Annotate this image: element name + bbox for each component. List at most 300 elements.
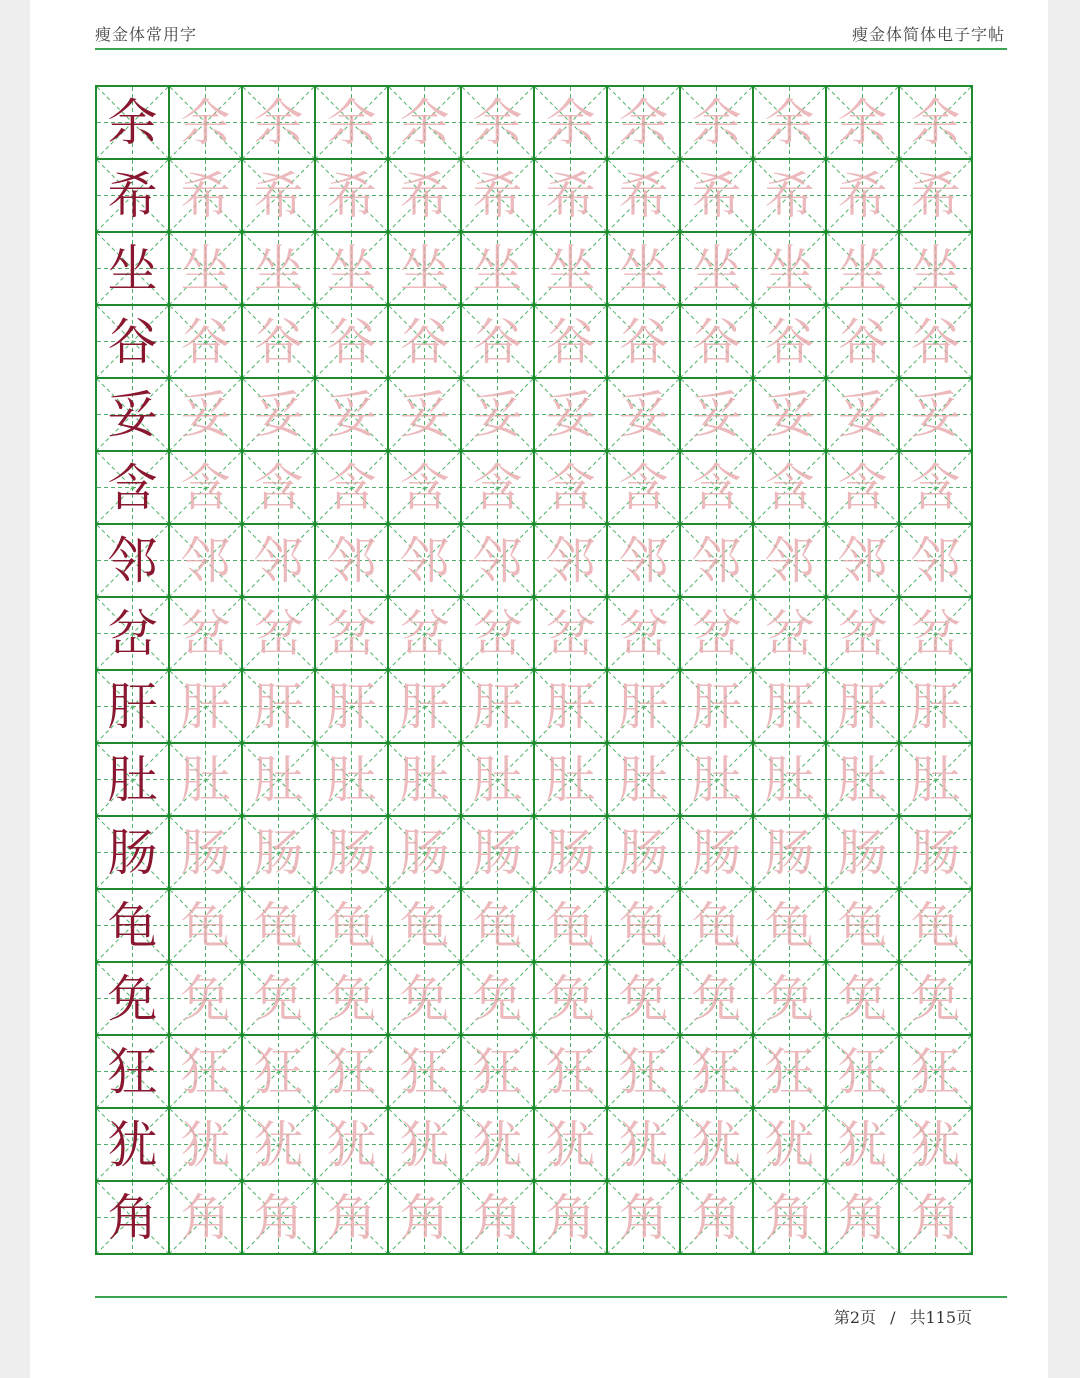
trace-cell: [168, 888, 241, 961]
mi-grid-guide: [608, 1182, 679, 1253]
trace-character: 余: [837, 93, 888, 152]
mi-grid-guide: [900, 1036, 971, 1107]
mi-grid-guide: [316, 525, 387, 596]
trace-cell: [752, 742, 825, 815]
mi-grid-guide: [97, 817, 168, 888]
model-character: 角: [107, 1188, 158, 1247]
trace-cell: [679, 231, 752, 304]
trace-cell: [387, 158, 460, 231]
trace-cell: [898, 304, 971, 377]
trace-cell: [168, 961, 241, 1034]
mi-grid-guide: [535, 233, 606, 304]
trace-cell: [460, 85, 533, 158]
trace-character: 免: [326, 969, 377, 1028]
trace-character: 邻: [837, 531, 888, 590]
trace-cell: [825, 450, 898, 523]
trace-cell: [387, 1107, 460, 1180]
mi-grid-guide: [827, 1036, 898, 1107]
trace-character: 妥: [764, 385, 815, 444]
trace-cell: [825, 596, 898, 669]
mi-grid-guide: [535, 1182, 606, 1253]
mi-grid-guide: [170, 160, 241, 231]
trace-character: 肚: [326, 750, 377, 809]
trace-character: 余: [910, 93, 961, 152]
trace-character: 邻: [399, 531, 450, 590]
trace-character: 角: [764, 1188, 815, 1247]
trace-cell: [825, 888, 898, 961]
mi-grid-guide: [462, 1182, 533, 1253]
trace-cell: [314, 1034, 387, 1107]
trace-character: 免: [691, 969, 742, 1028]
trace-character: 余: [691, 93, 742, 152]
trace-character: 角: [837, 1188, 888, 1247]
model-character: 妥: [107, 385, 158, 444]
mi-grid-guide: [170, 233, 241, 304]
trace-character: 余: [472, 93, 523, 152]
trace-cell: [314, 377, 387, 450]
model-character: 狂: [107, 1042, 158, 1101]
mi-grid-guide: [608, 525, 679, 596]
trace-character: 含: [764, 458, 815, 517]
mi-grid-guide: [827, 452, 898, 523]
mi-grid-guide: [170, 452, 241, 523]
trace-cell: [898, 1180, 971, 1253]
mi-grid-guide: [389, 598, 460, 669]
trace-cell: [387, 1034, 460, 1107]
mi-grid-guide: [170, 671, 241, 742]
trace-character: 邻: [764, 531, 815, 590]
model-character: 肠: [107, 823, 158, 882]
trace-character: 含: [618, 458, 669, 517]
trace-character: 妥: [545, 385, 596, 444]
mi-grid-guide: [535, 744, 606, 815]
mi-grid-guide: [97, 1036, 168, 1107]
trace-cell: [314, 450, 387, 523]
trace-cell: [679, 888, 752, 961]
mi-grid-guide: [754, 1036, 825, 1107]
model-character: 谷: [107, 312, 158, 371]
trace-character: 肝: [618, 677, 669, 736]
model-cell: [95, 1180, 168, 1253]
trace-cell: [825, 377, 898, 450]
trace-character: 免: [180, 969, 231, 1028]
mi-grid-guide: [316, 1109, 387, 1180]
mi-grid-guide: [900, 379, 971, 450]
trace-character: 狂: [691, 1042, 742, 1101]
trace-cell: [241, 961, 314, 1034]
mi-grid-guide: [535, 1036, 606, 1107]
trace-cell: [387, 231, 460, 304]
trace-character: 肝: [326, 677, 377, 736]
mi-grid-guide: [681, 1109, 752, 1180]
mi-grid-guide: [97, 744, 168, 815]
trace-cell: [168, 596, 241, 669]
mi-grid-guide: [754, 306, 825, 377]
mi-grid-guide: [170, 890, 241, 961]
model-character: 犹: [107, 1115, 158, 1174]
trace-character: 角: [691, 1188, 742, 1247]
model-character: 龟: [107, 896, 158, 955]
trace-character: 余: [253, 93, 304, 152]
mi-grid-guide: [827, 890, 898, 961]
trace-cell: [533, 888, 606, 961]
mi-grid-guide: [754, 1109, 825, 1180]
trace-cell: [533, 815, 606, 888]
mi-grid-guide: [535, 379, 606, 450]
mi-grid-guide: [170, 963, 241, 1034]
trace-cell: [533, 1180, 606, 1253]
trace-cell: [606, 231, 679, 304]
mi-grid-guide: [608, 890, 679, 961]
trace-cell: [825, 815, 898, 888]
trace-cell: [606, 523, 679, 596]
trace-character: 角: [326, 1188, 377, 1247]
trace-character: 谷: [326, 312, 377, 371]
trace-cell: [460, 1107, 533, 1180]
mi-grid-guide: [827, 744, 898, 815]
mi-grid-guide: [827, 817, 898, 888]
mi-grid-guide: [316, 671, 387, 742]
trace-cell: [898, 85, 971, 158]
trace-cell: [387, 304, 460, 377]
mi-grid-guide: [316, 306, 387, 377]
mi-grid-guide: [900, 963, 971, 1034]
trace-cell: [533, 377, 606, 450]
trace-character: 希: [472, 166, 523, 225]
mi-grid-guide: [535, 1109, 606, 1180]
mi-grid-guide: [754, 671, 825, 742]
model-cell: [95, 669, 168, 742]
trace-cell: [314, 888, 387, 961]
trace-character: 谷: [691, 312, 742, 371]
trace-character: 肝: [910, 677, 961, 736]
trace-cell: [168, 377, 241, 450]
trace-character: 谷: [253, 312, 304, 371]
mi-grid-guide: [608, 379, 679, 450]
trace-cell: [898, 1034, 971, 1107]
trace-cell: [460, 961, 533, 1034]
trace-cell: [314, 742, 387, 815]
trace-character: 含: [545, 458, 596, 517]
mi-grid-guide: [243, 744, 314, 815]
model-character: 余: [107, 93, 158, 152]
trace-cell: [752, 1180, 825, 1253]
model-character: 坐: [107, 239, 158, 298]
trace-character: 犹: [910, 1115, 961, 1174]
mi-grid-guide: [170, 744, 241, 815]
mi-grid-guide: [462, 744, 533, 815]
trace-character: 犹: [764, 1115, 815, 1174]
trace-character: 含: [691, 458, 742, 517]
mi-grid-guide: [462, 379, 533, 450]
trace-cell: [679, 669, 752, 742]
trace-cell: [387, 888, 460, 961]
mi-grid-guide: [535, 306, 606, 377]
trace-cell: [387, 596, 460, 669]
trace-cell: [606, 888, 679, 961]
trace-cell: [168, 669, 241, 742]
mi-grid-guide: [535, 160, 606, 231]
model-cell: [95, 231, 168, 304]
trace-cell: [168, 1107, 241, 1180]
mi-grid-guide: [754, 598, 825, 669]
model-cell: [95, 450, 168, 523]
trace-character: 肝: [691, 677, 742, 736]
trace-cell: [898, 377, 971, 450]
trace-character: 坐: [545, 239, 596, 298]
mi-grid-guide: [316, 1036, 387, 1107]
trace-cell: [898, 596, 971, 669]
mi-grid-guide: [389, 452, 460, 523]
trace-cell: [898, 815, 971, 888]
trace-cell: [241, 815, 314, 888]
mi-grid-guide: [316, 452, 387, 523]
trace-cell: [460, 377, 533, 450]
trace-cell: [460, 669, 533, 742]
mi-grid-guide: [170, 87, 241, 158]
trace-character: 含: [910, 458, 961, 517]
trace-cell: [825, 158, 898, 231]
mi-grid-guide: [243, 1036, 314, 1107]
trace-cell: [679, 85, 752, 158]
model-cell: [95, 596, 168, 669]
trace-character: 肠: [253, 823, 304, 882]
trace-cell: [387, 450, 460, 523]
mi-grid-guide: [900, 671, 971, 742]
trace-character: 邻: [253, 531, 304, 590]
mi-grid-guide: [170, 1182, 241, 1253]
mi-grid-guide: [681, 160, 752, 231]
trace-character: 希: [326, 166, 377, 225]
trace-character: 龟: [253, 896, 304, 955]
trace-character: 犹: [180, 1115, 231, 1174]
trace-character: 妥: [910, 385, 961, 444]
mi-grid-guide: [535, 87, 606, 158]
trace-cell: [460, 596, 533, 669]
mi-grid-guide: [389, 1182, 460, 1253]
mi-grid-guide: [170, 525, 241, 596]
trace-cell: [460, 815, 533, 888]
trace-character: 犹: [472, 1115, 523, 1174]
trace-character: 妥: [253, 385, 304, 444]
trace-character: 龟: [326, 896, 377, 955]
trace-character: 狂: [910, 1042, 961, 1101]
mi-grid-guide: [97, 525, 168, 596]
trace-character: 龟: [691, 896, 742, 955]
trace-character: 坐: [764, 239, 815, 298]
mi-grid-guide: [462, 452, 533, 523]
trace-character: 邻: [472, 531, 523, 590]
trace-character: 岔: [618, 604, 669, 663]
trace-cell: [387, 815, 460, 888]
trace-cell: [752, 888, 825, 961]
header-left-title: 瘦金体常用字: [95, 25, 198, 44]
mi-grid-guide: [389, 525, 460, 596]
trace-cell: [314, 85, 387, 158]
mi-grid-guide: [389, 1109, 460, 1180]
trace-character: 希: [837, 166, 888, 225]
trace-cell: [752, 815, 825, 888]
mi-grid-guide: [827, 233, 898, 304]
trace-character: 含: [180, 458, 231, 517]
trace-character: 含: [399, 458, 450, 517]
model-cell: [95, 304, 168, 377]
trace-character: 肝: [472, 677, 523, 736]
trace-cell: [752, 377, 825, 450]
trace-cell: [825, 742, 898, 815]
trace-cell: [241, 304, 314, 377]
trace-cell: [241, 377, 314, 450]
trace-character: 免: [399, 969, 450, 1028]
trace-cell: [168, 815, 241, 888]
trace-character: 肠: [764, 823, 815, 882]
trace-cell: [387, 377, 460, 450]
trace-cell: [752, 450, 825, 523]
trace-cell: [606, 1180, 679, 1253]
mi-grid-guide: [389, 306, 460, 377]
trace-character: 肚: [910, 750, 961, 809]
mi-grid-guide: [170, 1109, 241, 1180]
trace-character: 邻: [618, 531, 669, 590]
trace-character: 肠: [691, 823, 742, 882]
mi-grid-guide: [316, 963, 387, 1034]
header-divider: [95, 48, 1007, 50]
trace-character: 坐: [910, 239, 961, 298]
trace-character: 肠: [618, 823, 669, 882]
trace-character: 肚: [545, 750, 596, 809]
mi-grid-guide: [97, 87, 168, 158]
mi-grid-guide: [243, 160, 314, 231]
mi-grid-guide: [462, 306, 533, 377]
trace-cell: [825, 961, 898, 1034]
trace-cell: [679, 158, 752, 231]
mi-grid-guide: [97, 379, 168, 450]
page-separator: /: [890, 1308, 896, 1327]
trace-character: 坐: [691, 239, 742, 298]
mi-grid-guide: [681, 452, 752, 523]
trace-character: 肠: [837, 823, 888, 882]
trace-character: 谷: [545, 312, 596, 371]
mi-grid-guide: [170, 598, 241, 669]
trace-cell: [606, 158, 679, 231]
mi-grid-guide: [97, 671, 168, 742]
trace-character: 希: [764, 166, 815, 225]
mi-grid-guide: [316, 890, 387, 961]
trace-character: 妥: [180, 385, 231, 444]
trace-cell: [241, 669, 314, 742]
mi-grid-guide: [316, 1182, 387, 1253]
mi-grid-guide: [389, 744, 460, 815]
mi-grid-guide: [243, 452, 314, 523]
model-cell: [95, 1034, 168, 1107]
trace-character: 免: [545, 969, 596, 1028]
trace-character: 坐: [180, 239, 231, 298]
trace-character: 妥: [326, 385, 377, 444]
trace-character: 希: [691, 166, 742, 225]
trace-cell: [679, 304, 752, 377]
trace-cell: [679, 523, 752, 596]
trace-cell: [168, 304, 241, 377]
trace-cell: [387, 523, 460, 596]
trace-cell: [533, 1034, 606, 1107]
trace-character: 肝: [837, 677, 888, 736]
trace-cell: [460, 1180, 533, 1253]
trace-character: 角: [180, 1188, 231, 1247]
trace-character: 龟: [472, 896, 523, 955]
trace-character: 肚: [399, 750, 450, 809]
mi-grid-guide: [681, 1182, 752, 1253]
trace-cell: [314, 961, 387, 1034]
trace-cell: [679, 742, 752, 815]
trace-cell: [533, 85, 606, 158]
trace-cell: [825, 1034, 898, 1107]
trace-character: 邻: [326, 531, 377, 590]
mi-grid-guide: [462, 87, 533, 158]
trace-cell: [314, 523, 387, 596]
mi-grid-guide: [608, 817, 679, 888]
trace-character: 龟: [837, 896, 888, 955]
mi-grid-guide: [900, 1109, 971, 1180]
trace-cell: [314, 304, 387, 377]
mi-grid-guide: [827, 379, 898, 450]
mi-grid-guide: [681, 306, 752, 377]
trace-cell: [533, 450, 606, 523]
mi-grid-guide: [681, 87, 752, 158]
header-right-title: 瘦金体简体电子字帖: [851, 25, 1005, 44]
trace-character: 谷: [837, 312, 888, 371]
trace-cell: [241, 85, 314, 158]
mi-grid-guide: [900, 817, 971, 888]
trace-cell: [387, 85, 460, 158]
mi-grid-guide: [170, 306, 241, 377]
mi-grid-guide: [754, 452, 825, 523]
mi-grid-guide: [389, 160, 460, 231]
trace-character: 角: [545, 1188, 596, 1247]
trace-character: 含: [326, 458, 377, 517]
trace-character: 角: [399, 1188, 450, 1247]
model-character: 肚: [107, 750, 158, 809]
trace-character: 谷: [180, 312, 231, 371]
trace-cell: [752, 85, 825, 158]
trace-cell: [387, 742, 460, 815]
model-cell: [95, 742, 168, 815]
trace-cell: [606, 596, 679, 669]
trace-character: 妥: [618, 385, 669, 444]
trace-character: 犹: [326, 1115, 377, 1174]
mi-grid-guide: [97, 452, 168, 523]
trace-cell: [314, 1107, 387, 1180]
trace-character: 谷: [764, 312, 815, 371]
mi-grid-guide: [243, 598, 314, 669]
trace-cell: [606, 377, 679, 450]
mi-grid-guide: [243, 671, 314, 742]
trace-cell: [606, 304, 679, 377]
trace-cell: [752, 961, 825, 1034]
model-character: 肝: [107, 677, 158, 736]
mi-grid-guide: [97, 890, 168, 961]
mi-grid-guide: [389, 671, 460, 742]
trace-character: 坐: [472, 239, 523, 298]
trace-cell: [679, 1180, 752, 1253]
mi-grid-guide: [97, 1109, 168, 1180]
mi-grid-guide: [754, 1182, 825, 1253]
mi-grid-guide: [243, 890, 314, 961]
mi-grid-guide: [900, 890, 971, 961]
mi-grid-guide: [754, 890, 825, 961]
trace-cell: [314, 231, 387, 304]
trace-character: 免: [472, 969, 523, 1028]
trace-cell: [752, 158, 825, 231]
